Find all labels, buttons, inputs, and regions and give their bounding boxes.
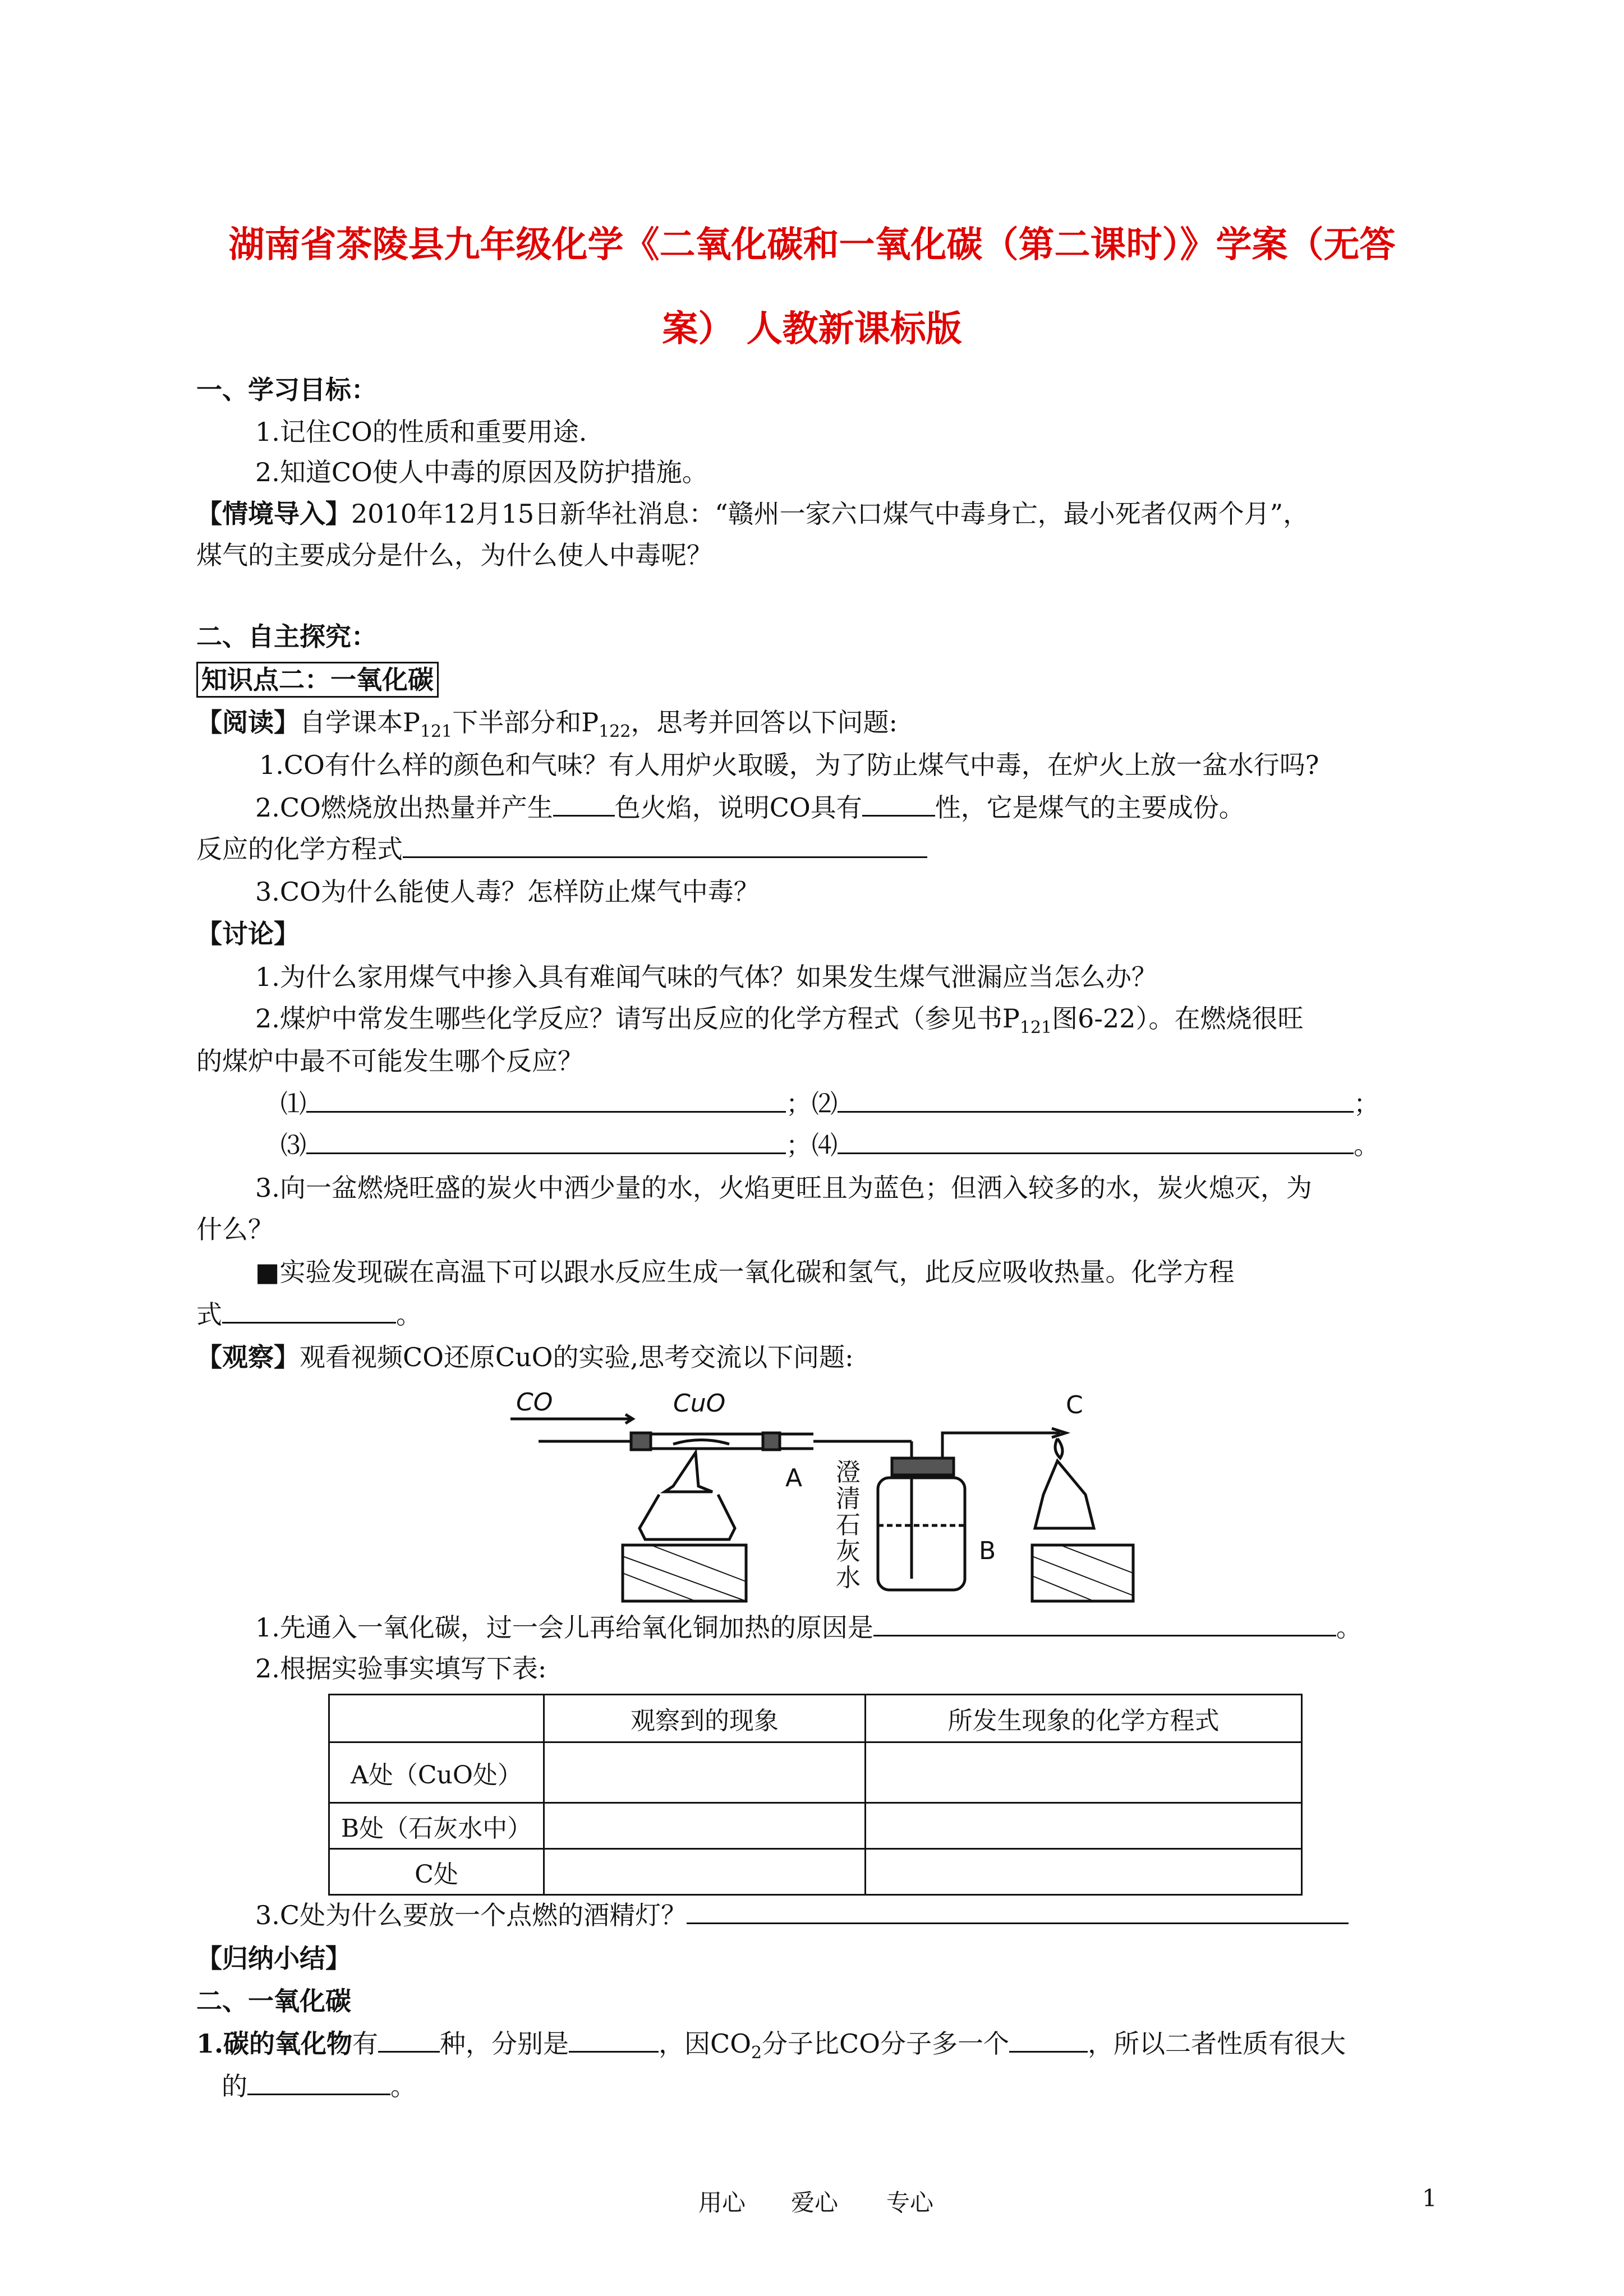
bottle-stopper bbox=[892, 1458, 954, 1475]
question-3: 3.CO为什么能使人毒？怎样防止煤气中毒？ bbox=[255, 877, 760, 907]
blank-equation[interactable] bbox=[403, 834, 927, 858]
hatch-a1 bbox=[623, 1556, 746, 1601]
reaction-2-end: ； bbox=[1354, 1089, 1379, 1119]
question-2-equation bbox=[196, 832, 927, 866]
q2-text-d: 反应的化学方程式 bbox=[196, 834, 403, 864]
discuss-3-cont: 什么？ bbox=[196, 1214, 274, 1244]
apparatus-diagram bbox=[505, 1388, 1150, 1607]
blank-observe-1[interactable] bbox=[873, 1612, 1336, 1636]
hatch-c3 bbox=[1032, 1576, 1094, 1601]
cell-a-phenomenon[interactable] bbox=[544, 1742, 866, 1803]
cell-c-equation[interactable] bbox=[866, 1849, 1302, 1895]
observe-question-1 bbox=[255, 1611, 1362, 1644]
cell-c-phenomenon[interactable] bbox=[544, 1849, 866, 1895]
goal-item-2: 2.知道CO使人中毒的原因及防护措施。 bbox=[255, 457, 708, 487]
table-row bbox=[329, 1803, 1302, 1849]
observe-line bbox=[196, 1340, 854, 1374]
label-a: A bbox=[785, 1464, 803, 1492]
blank-property[interactable] bbox=[862, 792, 935, 817]
blank-extra-atom[interactable] bbox=[1009, 2028, 1088, 2053]
hatch-c2 bbox=[1060, 1545, 1133, 1573]
limewater-char-4: 灰 bbox=[836, 1537, 861, 1566]
outlet-tube bbox=[942, 1433, 1060, 1458]
observe-text: 观看视频CO还原CuO的实验,思考交流以下问题: bbox=[300, 1342, 854, 1372]
read-sub-1: 121 bbox=[420, 722, 453, 741]
s1-sub: 2 bbox=[751, 2043, 762, 2063]
blank-experiment-equation[interactable] bbox=[222, 1299, 396, 1324]
cuo-powder bbox=[673, 1440, 729, 1445]
s1-text-b: 种，分别是 bbox=[440, 2028, 569, 2059]
discuss-3: 3.向一盆燃烧旺盛的炭火中洒少量的水，火焰更旺且为蓝色；但洒入较多的水，炭火熄灭，为 bbox=[255, 1173, 1312, 1203]
blank-observe-3[interactable] bbox=[687, 1900, 1349, 1924]
discuss-2 bbox=[255, 1002, 1303, 1045]
table-header-equation: 所发生现象的化学方程式 bbox=[866, 1695, 1302, 1742]
table-row bbox=[329, 1849, 1302, 1895]
goal-item-1: 1.记住CO的性质和重要用途. bbox=[255, 417, 587, 447]
intro-line1 bbox=[196, 497, 1309, 531]
reaction-4-label: ；⑷ bbox=[786, 1130, 838, 1160]
discuss-label: 【讨论】 bbox=[196, 919, 300, 949]
s1-text-d: 分子比CO分子多一个 bbox=[762, 2028, 1009, 2059]
observe-question-2: 2.根据实验事实填写下表: bbox=[255, 1653, 547, 1684]
intro-label: 【情境导入】 bbox=[196, 499, 351, 529]
stand-a bbox=[623, 1545, 746, 1601]
knowledge-box: 知识点二：一氧化碳 bbox=[196, 662, 439, 698]
blank-reaction-2[interactable] bbox=[838, 1089, 1354, 1113]
o1-end: 。 bbox=[1336, 1612, 1362, 1643]
table-row bbox=[329, 1742, 1302, 1803]
summary-item-1 bbox=[196, 2027, 1346, 2070]
s1-bold: 1.碳的氧化物 bbox=[196, 2028, 353, 2059]
read-text-b: 下半部分和P bbox=[452, 707, 599, 737]
row-label-b: B处（石灰水中） bbox=[329, 1803, 544, 1849]
observe-label: 【观察】 bbox=[196, 1342, 300, 1372]
page-title-line2: 案） 人教新课标版 bbox=[662, 308, 962, 350]
blank-oxide-count[interactable] bbox=[378, 2028, 440, 2053]
explore-heading: 二、自主探究： bbox=[196, 621, 377, 652]
reaction-row-1 bbox=[280, 1087, 1379, 1121]
summary-heading: 二、一氧化碳 bbox=[196, 1986, 351, 2016]
hatch-a3 bbox=[623, 1573, 696, 1601]
summary-label: 【归纳小结】 bbox=[196, 1943, 351, 1974]
q2-text-c: 性，它是煤气的主要成份。 bbox=[935, 792, 1245, 823]
exp-end: 。 bbox=[396, 1299, 422, 1330]
q2-text-b: 色火焰，说明CO具有 bbox=[614, 792, 862, 823]
s1-end: 。 bbox=[390, 2071, 416, 2101]
footer-word-1: 用心 bbox=[698, 2189, 746, 2216]
o3-text: 3.C处为什么要放一个点燃的酒精灯？ bbox=[255, 1900, 687, 1930]
limewater-bottle bbox=[878, 1478, 965, 1590]
blank-flame-color[interactable] bbox=[553, 792, 615, 817]
blank-difference[interactable] bbox=[247, 2071, 390, 2095]
experiment-note: ■实验发现碳在高温下可以跟水反应生成一氧化碳和氢气，此反应吸收热量。化学方程 bbox=[255, 1257, 1235, 1287]
observation-table bbox=[328, 1694, 1303, 1896]
s1-text-c: ，因CO bbox=[659, 2028, 751, 2059]
page-title-line1: 湖南省茶陵县九年级化学《二氧化碳和一氧化碳（第二课时）》学案（无答 bbox=[228, 224, 1396, 266]
reaction-1-label: ⑴ bbox=[280, 1089, 306, 1119]
observe-question-3 bbox=[255, 1898, 1349, 1932]
reaction-3-label: ⑶ bbox=[280, 1130, 306, 1160]
reaction-4-end: 。 bbox=[1354, 1130, 1379, 1160]
blank-oxide-names[interactable] bbox=[569, 2028, 659, 2053]
discuss-2-cont: 的煤炉中最不可能发生哪个反应？ bbox=[196, 1046, 583, 1076]
stopper-left bbox=[631, 1433, 651, 1450]
cell-b-phenomenon[interactable] bbox=[544, 1803, 866, 1849]
row-label-c: C处 bbox=[329, 1849, 544, 1895]
d2-text-a: 2.煤炉中常发生哪些化学反应？请写出反应的化学方程式（参见书P bbox=[255, 1003, 1020, 1034]
label-c: C bbox=[1066, 1391, 1083, 1419]
row-label-a: A处（CuO处） bbox=[329, 1742, 544, 1803]
summary-item-1-cont bbox=[222, 2069, 416, 2103]
hatch-a2 bbox=[651, 1545, 746, 1582]
read-text-c: ，思考并回答以下问题: bbox=[631, 707, 898, 737]
flame bbox=[1055, 1439, 1062, 1458]
limewater-char-2: 清 bbox=[836, 1484, 861, 1513]
reaction-2-label: ；⑵ bbox=[786, 1089, 838, 1119]
blank-reaction-3[interactable] bbox=[306, 1130, 786, 1154]
s1-text-e: ，所以二者性质有很大 bbox=[1087, 2028, 1346, 2059]
cell-b-equation[interactable] bbox=[866, 1803, 1302, 1849]
hatch-c1 bbox=[1032, 1556, 1133, 1596]
limewater-char-3: 石 bbox=[836, 1511, 861, 1539]
lamp-a bbox=[640, 1495, 735, 1539]
blank-reaction-4[interactable] bbox=[838, 1130, 1354, 1154]
s1-text-f: 的 bbox=[222, 2071, 247, 2101]
limewater-char-5: 水 bbox=[836, 1564, 861, 1592]
label-b: B bbox=[979, 1537, 996, 1565]
lamp-c bbox=[1035, 1461, 1094, 1528]
intro-line2: 煤气的主要成分是什么，为什么使人中毒呢？ bbox=[196, 540, 712, 570]
read-text-a: 自学课本P bbox=[300, 707, 420, 737]
o1-text: 1.先通入一氧化碳，过一会儿再给氧化铜加热的原因是 bbox=[255, 1612, 873, 1643]
intro-text1: 2010年12月15日新华社消息：“赣州一家六口煤气中毒身亡，最小死者仅两个月”， bbox=[351, 499, 1309, 529]
exp-text-b: 式 bbox=[196, 1299, 222, 1330]
table-header-row bbox=[329, 1695, 1302, 1742]
stopper-right bbox=[763, 1433, 780, 1450]
footer-word-3: 专心 bbox=[886, 2189, 934, 2216]
q2-text-a: 2.CO燃烧放出热量并产生 bbox=[255, 792, 553, 823]
goals-heading: 一、学习目标： bbox=[196, 375, 377, 405]
footer-word-2: 爱心 bbox=[791, 2189, 839, 2216]
table-header-empty bbox=[329, 1695, 544, 1742]
blank-reaction-1[interactable] bbox=[306, 1089, 786, 1113]
reaction-row-2 bbox=[280, 1128, 1379, 1162]
limewater-char-1: 澄 bbox=[836, 1458, 861, 1487]
cell-a-equation[interactable] bbox=[866, 1742, 1302, 1803]
burner-flame-a bbox=[665, 1453, 712, 1492]
table-header-phenomenon: 观察到的现象 bbox=[544, 1695, 866, 1742]
d2-text-b: 图6-22）。在燃烧很旺 bbox=[1052, 1003, 1304, 1034]
read-line bbox=[196, 706, 898, 749]
d2-sub: 121 bbox=[1019, 1018, 1052, 1038]
cuo-label: CuO bbox=[673, 1389, 726, 1418]
question-1: 1.CO有什么样的颜色和气味？有人用炉火取暖，为了防止煤气中毒，在炉火上放一盆水行吗? bbox=[259, 750, 1319, 780]
read-sub-2: 122 bbox=[599, 722, 631, 741]
co-label: CO bbox=[516, 1388, 553, 1417]
question-2 bbox=[255, 791, 1245, 824]
page-number: 1 bbox=[1422, 2184, 1437, 2212]
read-label: 【阅读】 bbox=[196, 707, 300, 737]
s1-text-a: 有 bbox=[352, 2028, 379, 2059]
discuss-1: 1.为什么家用煤气中掺入具有难闻气味的气体？如果发生煤气泄漏应当怎么办？ bbox=[255, 962, 1157, 992]
experiment-note-cont bbox=[196, 1298, 422, 1331]
